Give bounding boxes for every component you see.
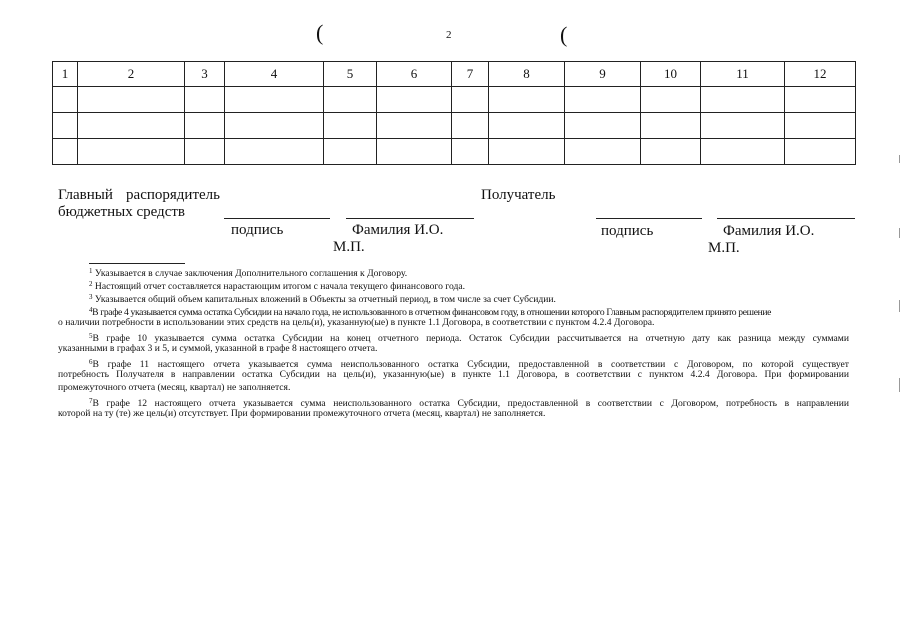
column-number: 4 <box>225 62 324 87</box>
table-cell <box>78 87 185 113</box>
right-name-line <box>717 218 855 219</box>
right-name-label: Фамилия И.О. <box>723 223 815 239</box>
footnote-mark: 5 <box>89 332 93 340</box>
table-cell <box>785 139 856 165</box>
right-parenthesis: ( <box>560 22 568 47</box>
footnote-text: Указывается в случае заключения Дополнительного соглашения к Договору. <box>94 268 408 279</box>
left-name-line <box>346 218 474 219</box>
footnote-text: Указывается общий объем капитальных вложений в Объекты за отчетный период, в том числе за счет Субсидии. <box>94 294 556 305</box>
table-cell <box>377 87 452 113</box>
footnote-mark: 6 <box>89 358 93 366</box>
table-cell <box>489 87 565 113</box>
footnote-mark: 2 <box>89 280 93 288</box>
right-signature-line <box>596 218 702 219</box>
table-row <box>53 113 856 139</box>
column-number: 2 <box>78 62 185 87</box>
table-cell <box>785 87 856 113</box>
table-cell <box>641 87 701 113</box>
left-seal-label: М.П. <box>333 239 365 255</box>
table-cell <box>377 113 452 139</box>
table-cell <box>324 87 377 113</box>
scan-edge-mark <box>899 378 900 392</box>
left-role-line1: Главный распорядитель <box>58 187 220 203</box>
footnote-4-line2: о наличии потребности в использовании этих средств на цель(и), указанную(ые) в пункте 1.1 Договора, в соответствии с пунктом 4.2.4 Договора. <box>58 317 655 328</box>
column-number: 5 <box>324 62 377 87</box>
table-cell <box>701 113 785 139</box>
footnote-7-line2: которой на ту (те) же цель(и) отсутствует. При формировании промежуточного отчета (месяц, квартал) не заполняется. <box>58 408 546 419</box>
scan-edge-mark <box>899 228 900 238</box>
footnote-text: В графе 10 указывается сумма остатка Субсидии на конец отчетного периода. Остаток Субсидии рассчитывается на отчетную дату как разница между суммами <box>92 333 849 344</box>
column-number: 11 <box>701 62 785 87</box>
table-cell <box>785 113 856 139</box>
table-cell <box>565 87 641 113</box>
table-cell <box>701 139 785 165</box>
table-cell <box>641 139 701 165</box>
column-number: 3 <box>185 62 225 87</box>
left-role-line2: бюджетных средств <box>58 204 185 220</box>
right-role: Получатель <box>481 187 556 203</box>
table-cell <box>452 87 489 113</box>
left-signature-line <box>224 218 330 219</box>
footnote-text: Настоящий отчет составляется нарастающим итогом с начала текущего финансового года. <box>94 281 466 292</box>
footnote-6-line2: потребность Получателя в направлении остатка Субсидии на цель(и), указанную(ые) в пункте 1.1 Договора, в соответствии с пунктом 4.2.4 Договора. При формировании <box>58 369 849 380</box>
table-cell <box>565 139 641 165</box>
right-seal-label: М.П. <box>708 240 740 256</box>
footnote-5-line2: указанными в графах 3 и 5, и суммой, указанной в графе 8 настоящего отчета. <box>58 343 378 354</box>
footnote-text: В графе 11 настоящего отчета указывается сумма неиспользованного остатка Субсидии, предоставленной в соответствии с Договором, по которой существует <box>92 359 849 370</box>
table-cell <box>565 113 641 139</box>
table-cell <box>53 139 78 165</box>
table-cell <box>377 139 452 165</box>
table-cell <box>452 113 489 139</box>
table-cell <box>701 87 785 113</box>
table-cell <box>225 113 324 139</box>
scan-edge-mark <box>899 155 900 163</box>
table-cell <box>324 139 377 165</box>
table-cell <box>324 113 377 139</box>
footnote-6-line3: промежуточного отчета (месяц, квартал) не заполняется. <box>58 382 291 393</box>
table-cell <box>78 113 185 139</box>
column-number: 1 <box>53 62 78 87</box>
table-cell <box>185 139 225 165</box>
right-signature-label: подпись <box>601 223 654 239</box>
report-table <box>52 61 856 165</box>
footnote-text: В графе 12 настоящего отчета указывается сумма неиспользованного остатка Субсидии, предоставленной в соответствии с Договором, потребность в направлении <box>92 398 849 409</box>
table-cell <box>185 113 225 139</box>
left-signature-label: подпись <box>231 222 284 238</box>
page-number: 2 <box>446 29 452 41</box>
column-number: 9 <box>565 62 641 87</box>
column-number: 8 <box>489 62 565 87</box>
left-name-label: Фамилия И.О. <box>352 222 444 238</box>
footnote-mark: 3 <box>89 293 93 301</box>
table-cell <box>185 87 225 113</box>
column-number: 12 <box>785 62 856 87</box>
table-row <box>53 139 856 165</box>
footnote-mark: 4 <box>89 306 93 314</box>
table-cell <box>53 113 78 139</box>
table-cell <box>225 87 324 113</box>
table-cell <box>489 139 565 165</box>
table-header-row <box>53 62 856 87</box>
footnote-mark: 7 <box>89 397 93 405</box>
left-parenthesis: ( <box>316 20 324 45</box>
table-cell <box>489 113 565 139</box>
scan-edge-mark <box>899 300 900 312</box>
column-number: 6 <box>377 62 452 87</box>
column-number: 7 <box>452 62 489 87</box>
table-cell <box>452 139 489 165</box>
footnote-mark: 1 <box>89 267 93 275</box>
table-cell <box>53 87 78 113</box>
table-cell <box>641 113 701 139</box>
table-row <box>53 87 856 113</box>
footnote-text: В графе 4 указывается сумма остатка Субсидии на начало года, не использованного в отчетном финансовом году, в отношении которого Главным распорядителем принято решение <box>92 307 772 318</box>
table-cell <box>225 139 324 165</box>
table-cell <box>78 139 185 165</box>
footnote-separator <box>89 263 185 264</box>
column-number: 10 <box>641 62 701 87</box>
